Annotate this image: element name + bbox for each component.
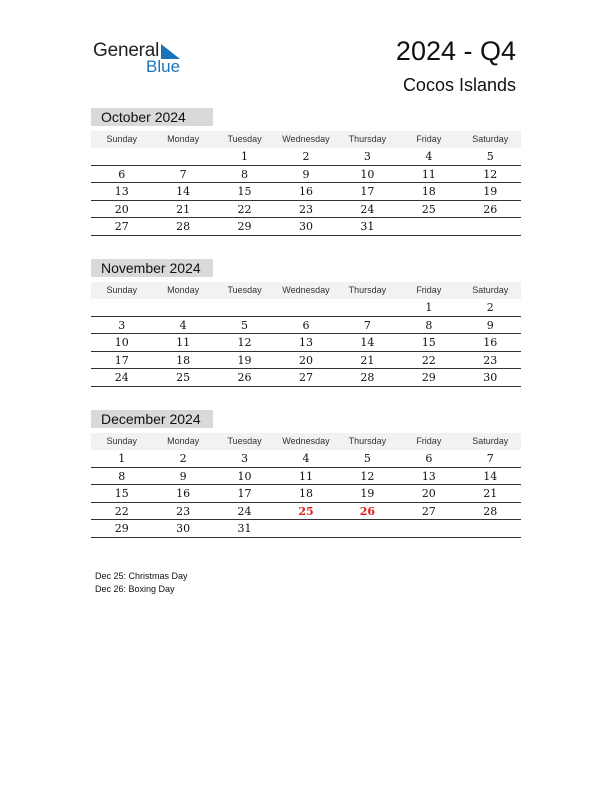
day-cell: 6 xyxy=(302,318,310,332)
empty-day-cell xyxy=(460,218,521,235)
day-cell: 21 xyxy=(176,202,191,216)
day-cell: 1 xyxy=(241,150,249,163)
day-cell: 20 xyxy=(114,202,129,216)
day-cell: 13 xyxy=(298,336,313,349)
day-cell: 2 xyxy=(486,301,494,314)
page-title: 2024 - Q4 xyxy=(395,36,516,66)
calendar-grid xyxy=(91,131,521,236)
day-cell: 12 xyxy=(360,469,375,483)
day-cell: 9 xyxy=(179,469,187,483)
empty-day-cell xyxy=(398,218,459,235)
day-cell: 16 xyxy=(176,487,191,500)
logo-blue-text: Blue xyxy=(146,57,181,76)
holiday-day-cell: 26 xyxy=(359,504,376,518)
day-cell: 17 xyxy=(360,185,375,198)
day-cell: 26 xyxy=(237,371,252,384)
day-cell: 4 xyxy=(302,452,310,465)
day-cell: 2 xyxy=(179,452,187,465)
day-cell: 20 xyxy=(298,353,313,367)
weekday-header: Monday xyxy=(167,134,200,144)
weekday-header: Sunday xyxy=(106,285,137,295)
weekday-header-row xyxy=(91,131,521,148)
holiday-notes xyxy=(95,570,188,596)
day-cell: 27 xyxy=(298,371,313,384)
weekday-header: Wednesday xyxy=(282,285,330,295)
holiday-note: Dec 26: Boxing Day xyxy=(95,584,175,594)
week-row xyxy=(91,352,521,370)
weekday-header: Friday xyxy=(416,436,442,446)
empty-day-cell xyxy=(91,148,152,165)
week-row xyxy=(91,450,521,468)
day-cell: 25 xyxy=(421,202,436,216)
day-cell: 26 xyxy=(483,202,498,216)
weekday-header: Thursday xyxy=(348,134,387,144)
day-cell: 10 xyxy=(237,469,252,483)
day-cell: 24 xyxy=(360,202,375,216)
day-cell: 5 xyxy=(363,452,371,465)
day-cell: 9 xyxy=(486,318,494,332)
day-cell: 24 xyxy=(114,371,129,384)
day-cell: 22 xyxy=(421,353,436,367)
week-row xyxy=(91,201,521,219)
day-cell: 17 xyxy=(114,353,129,367)
day-cell: 31 xyxy=(237,522,252,535)
month-label: October 2024 xyxy=(91,108,213,126)
day-cell: 8 xyxy=(118,469,126,483)
day-cell: 30 xyxy=(176,522,191,535)
day-cell: 8 xyxy=(241,167,249,181)
week-row xyxy=(91,183,521,201)
day-cell: 18 xyxy=(421,185,436,198)
weekday-header-row xyxy=(91,433,521,450)
week-row xyxy=(91,485,521,503)
day-cell: 5 xyxy=(241,318,249,332)
day-cell: 7 xyxy=(179,167,187,181)
week-row xyxy=(91,520,521,538)
weekday-header: Wednesday xyxy=(282,134,330,144)
week-row xyxy=(91,369,521,387)
region-name: Cocos Islands xyxy=(402,75,516,95)
week-row xyxy=(91,317,521,335)
month-label: November 2024 xyxy=(91,259,213,277)
day-cell: 18 xyxy=(176,353,191,367)
generalblue-logo xyxy=(93,40,193,80)
week-row xyxy=(91,503,521,521)
day-cell: 21 xyxy=(483,487,498,500)
month-october xyxy=(91,108,521,236)
day-cell: 1 xyxy=(425,301,433,314)
day-cell: 6 xyxy=(425,452,433,465)
weekday-header: Sunday xyxy=(106,134,137,144)
day-cell: 23 xyxy=(483,353,498,367)
day-cell: 3 xyxy=(241,452,249,465)
weekday-header: Saturday xyxy=(472,134,509,144)
day-cell: 23 xyxy=(298,202,313,216)
week-row xyxy=(91,468,521,486)
weekday-header: Monday xyxy=(167,436,200,446)
day-cell: 29 xyxy=(421,371,436,384)
day-cell: 30 xyxy=(298,220,313,233)
day-cell: 11 xyxy=(421,167,436,181)
week-row xyxy=(91,334,521,352)
day-cell: 6 xyxy=(118,167,126,181)
day-cell: 3 xyxy=(118,318,126,332)
week-row xyxy=(91,166,521,184)
weekday-header: Tuesday xyxy=(227,134,262,144)
empty-day-cell xyxy=(152,299,213,316)
weekday-header: Saturday xyxy=(472,436,509,446)
day-cell: 20 xyxy=(421,487,436,500)
calendar-grid xyxy=(91,433,521,538)
day-cell: 27 xyxy=(114,220,129,233)
day-cell: 15 xyxy=(421,336,436,349)
month-label: December 2024 xyxy=(91,410,213,428)
day-cell: 16 xyxy=(298,185,313,198)
weekday-header: Friday xyxy=(416,134,442,144)
day-cell: 12 xyxy=(237,336,252,349)
empty-day-cell xyxy=(91,299,152,316)
logo-general-text: General xyxy=(93,40,160,61)
day-cell: 14 xyxy=(483,469,498,483)
weekday-header: Wednesday xyxy=(282,436,330,446)
empty-day-cell xyxy=(337,520,398,537)
weekday-header-row xyxy=(91,282,521,299)
weekday-header: Thursday xyxy=(348,436,387,446)
day-cell: 31 xyxy=(360,220,375,233)
weekday-header: Friday xyxy=(416,285,442,295)
day-cell: 22 xyxy=(114,504,129,518)
day-cell: 16 xyxy=(483,336,498,349)
holiday-note: Dec 25: Christmas Day xyxy=(95,571,188,581)
day-cell: 19 xyxy=(483,185,498,198)
day-cell: 14 xyxy=(176,185,191,198)
day-cell: 2 xyxy=(302,150,310,163)
empty-day-cell xyxy=(275,299,336,316)
day-cell: 28 xyxy=(483,504,498,518)
weekday-header: Sunday xyxy=(106,436,137,446)
day-cell: 19 xyxy=(237,353,252,367)
day-cell: 7 xyxy=(363,318,371,332)
day-cell: 12 xyxy=(483,167,498,181)
day-cell: 29 xyxy=(237,220,252,233)
weekday-header: Tuesday xyxy=(227,285,262,295)
weekday-header: Thursday xyxy=(348,285,387,295)
day-cell: 30 xyxy=(483,371,498,384)
weekday-header: Monday xyxy=(167,285,200,295)
month-december xyxy=(91,410,521,538)
day-cell: 8 xyxy=(425,318,433,332)
day-cell: 11 xyxy=(298,469,313,483)
month-november xyxy=(91,259,521,387)
weekday-header: Saturday xyxy=(472,285,509,295)
week-row xyxy=(91,299,521,317)
weekday-header: Tuesday xyxy=(227,436,262,446)
empty-day-cell xyxy=(152,148,213,165)
day-cell: 27 xyxy=(421,504,436,518)
day-cell: 22 xyxy=(237,202,252,216)
holiday-day-cell: 25 xyxy=(298,504,314,518)
day-cell: 9 xyxy=(302,167,310,181)
day-cell: 25 xyxy=(176,371,191,384)
day-cell: 4 xyxy=(179,318,187,332)
empty-day-cell xyxy=(275,520,336,537)
week-row xyxy=(91,148,521,166)
day-cell: 21 xyxy=(360,353,375,367)
day-cell: 24 xyxy=(237,504,252,518)
day-cell: 10 xyxy=(114,336,129,349)
day-cell: 15 xyxy=(114,487,129,500)
day-cell: 1 xyxy=(118,452,126,465)
empty-day-cell xyxy=(214,299,275,316)
day-cell: 29 xyxy=(114,522,129,535)
empty-day-cell xyxy=(337,299,398,316)
day-cell: 13 xyxy=(114,185,129,198)
day-cell: 3 xyxy=(363,150,371,163)
day-cell: 5 xyxy=(486,150,494,163)
day-cell: 14 xyxy=(360,336,375,349)
day-cell: 17 xyxy=(237,487,252,500)
empty-day-cell xyxy=(460,520,521,537)
day-cell: 28 xyxy=(360,371,375,384)
day-cell: 4 xyxy=(425,150,433,163)
day-cell: 19 xyxy=(360,487,375,500)
empty-day-cell xyxy=(398,520,459,537)
day-cell: 7 xyxy=(486,452,494,465)
day-cell: 10 xyxy=(360,167,375,181)
day-cell: 13 xyxy=(421,469,436,483)
day-cell: 18 xyxy=(298,487,313,500)
day-cell: 28 xyxy=(176,220,191,233)
calendar-grid xyxy=(91,282,521,387)
day-cell: 23 xyxy=(176,504,191,518)
day-cell: 11 xyxy=(176,336,191,349)
week-row xyxy=(91,218,521,236)
day-cell: 15 xyxy=(237,185,252,198)
